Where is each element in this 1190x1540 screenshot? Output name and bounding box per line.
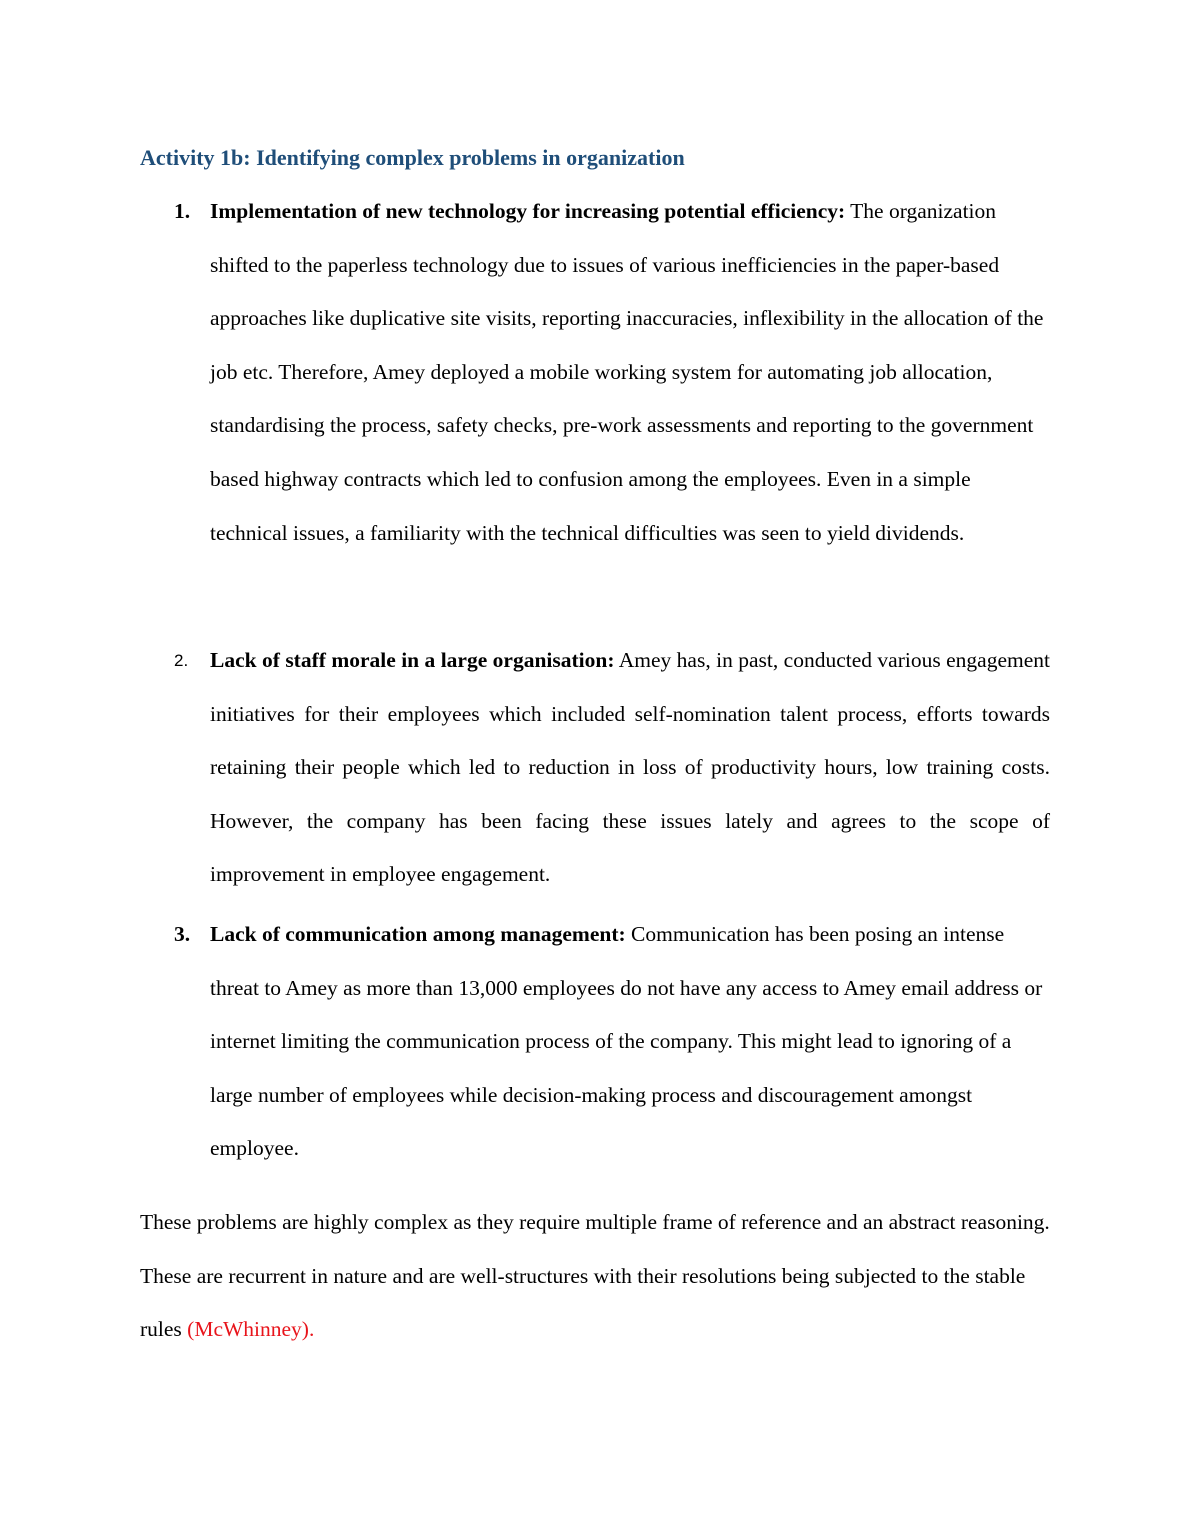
list-item-body: Communication has been posing an intense threat to Amey as more than 13,000 employees do not have any access to Amey email address or internet limiting the communication process of the company. This might lead to ignoring of a large number of employees while decision-making process and discouragement amongst employee. bbox=[210, 922, 1043, 1161]
list-marker: 1. bbox=[174, 199, 191, 223]
list-item-title: Implementation of new technology for increasing potential efficiency: bbox=[210, 199, 846, 223]
list-item-body: Amey has, in past, conducted various engagement initiatives for their employees which included self-nomination talent process, efforts towards retaining their people which led to reduction in loss of productivity hours, low training costs. However, the company has been facing these issues lately and agrees to the scope of improvement in employee engagement. bbox=[210, 648, 1050, 887]
list-marker: 2. bbox=[174, 651, 189, 670]
closing-text: These problems are highly complex as they require multiple frame of reference and an abstract reasoning. These are recurrent in nature and are well-structures with their resolutions being subjected to the stable rules bbox=[140, 1210, 1050, 1342]
list-item-body: The organization shifted to the paperless technology due to issues of various inefficiencies in the paper-based approaches like duplicative site visits, reporting inaccuracies, inflexibility in the allocation of the job etc. Therefore, Amey deployed a mobile working system for automating job allocation, standardising the process, safety checks, pre-work assessments and reporting to the government based highway contracts which led to confusion among the employees. Even in a simple technical issues, a familiarity with the technical difficulties was seen to yield dividends. bbox=[210, 199, 1044, 545]
closing-paragraph bbox=[140, 1196, 1050, 1357]
citation: (McWhinney). bbox=[187, 1317, 315, 1342]
section-heading: Activity 1b: Identifying complex problems in organization bbox=[140, 145, 685, 170]
list-marker: 3. bbox=[174, 922, 191, 946]
list-item-2 bbox=[174, 634, 1050, 902]
list-item-1 bbox=[174, 185, 1050, 560]
list-item-title: Lack of staff morale in a large organisation: bbox=[210, 648, 615, 672]
list-item-3 bbox=[174, 908, 1050, 1176]
list-item-title: Lack of communication among management: bbox=[210, 922, 626, 946]
